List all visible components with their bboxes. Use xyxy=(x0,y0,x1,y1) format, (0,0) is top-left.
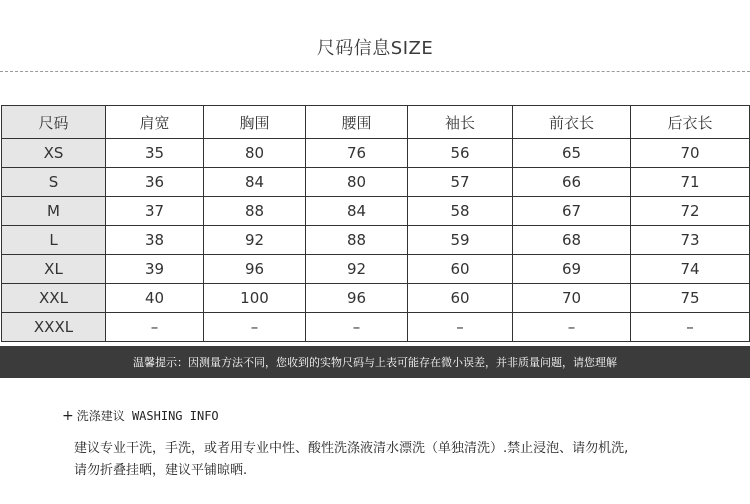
measurement-cell: 69 xyxy=(513,255,631,284)
size-label-cell: XS xyxy=(2,139,106,168)
measurement-cell: 56 xyxy=(408,139,513,168)
measurement-cell: – xyxy=(631,313,750,342)
plus-icon: + xyxy=(62,408,74,424)
measurement-cell: 80 xyxy=(306,168,408,197)
washing-text-line-2: 请勿折叠挂晒，建议平铺晾晒. xyxy=(74,463,248,478)
measurement-cell: 58 xyxy=(408,197,513,226)
washing-text-line-1: 建议专业干洗，手洗，或者用专业中性、酸性洗涤液清水漂洗（单独清洗）.禁止浸泡、请勿机洗, xyxy=(74,441,629,456)
measurement-cell: 60 xyxy=(408,284,513,313)
header-sleeve: 袖长 xyxy=(408,106,513,139)
measurement-cell: 57 xyxy=(408,168,513,197)
measurement-cell: 39 xyxy=(106,255,204,284)
measurement-cell: 70 xyxy=(631,139,750,168)
table-row xyxy=(2,255,750,284)
measurement-cell: 71 xyxy=(631,168,750,197)
table-header-row xyxy=(2,106,750,139)
measurement-cell: 37 xyxy=(106,197,204,226)
measurement-cell: – xyxy=(106,313,204,342)
measurement-cell: 100 xyxy=(204,284,306,313)
header-size: 尺码 xyxy=(2,106,106,139)
measurement-cell: 72 xyxy=(631,197,750,226)
measurement-cell: – xyxy=(408,313,513,342)
measurement-cell: 96 xyxy=(306,284,408,313)
dashed-divider xyxy=(0,71,750,72)
header-chest: 胸围 xyxy=(204,106,306,139)
page-title: 尺码信息SIZE xyxy=(316,38,434,59)
measurement-cell: 84 xyxy=(306,197,408,226)
measurement-cell: – xyxy=(306,313,408,342)
size-label-cell: L xyxy=(2,226,106,255)
table-row xyxy=(2,226,750,255)
size-label-cell: XXL xyxy=(2,284,106,313)
table-row xyxy=(2,139,750,168)
measurement-cell: 40 xyxy=(106,284,204,313)
measurement-cell: 84 xyxy=(204,168,306,197)
measurement-cell: 67 xyxy=(513,197,631,226)
measurement-cell: 88 xyxy=(306,226,408,255)
measurement-cell: 74 xyxy=(631,255,750,284)
header-waist: 腰围 xyxy=(306,106,408,139)
measurement-cell: 66 xyxy=(513,168,631,197)
measurement-cell: 59 xyxy=(408,226,513,255)
notice-banner: 温馨提示：因测量方法不同，您收到的实物尺码与上表可能存在微小误差，并非质量问题，请您理解 xyxy=(0,346,750,378)
measurement-cell: 73 xyxy=(631,226,750,255)
measurement-cell: 75 xyxy=(631,284,750,313)
washing-heading xyxy=(62,407,219,424)
measurement-cell: 65 xyxy=(513,139,631,168)
table-row xyxy=(2,284,750,313)
size-label-cell: S xyxy=(2,168,106,197)
washing-heading-text: 洗涤建议 WASHING INFO xyxy=(76,409,219,423)
header-front-length: 前衣长 xyxy=(513,106,631,139)
header-shoulder: 肩宽 xyxy=(106,106,204,139)
table-row xyxy=(2,313,750,342)
measurement-cell: 96 xyxy=(204,255,306,284)
table-row xyxy=(2,168,750,197)
measurement-cell: 70 xyxy=(513,284,631,313)
measurement-cell: 92 xyxy=(306,255,408,284)
size-table xyxy=(1,105,750,342)
measurement-cell: 88 xyxy=(204,197,306,226)
size-label-cell: XL xyxy=(2,255,106,284)
size-label-cell: XXXL xyxy=(2,313,106,342)
measurement-cell: 80 xyxy=(204,139,306,168)
measurement-cell: 38 xyxy=(106,226,204,255)
measurement-cell: 60 xyxy=(408,255,513,284)
measurement-cell: 35 xyxy=(106,139,204,168)
measurement-cell: 76 xyxy=(306,139,408,168)
measurement-cell: 36 xyxy=(106,168,204,197)
measurement-cell: 68 xyxy=(513,226,631,255)
size-label-cell: M xyxy=(2,197,106,226)
size-table-body xyxy=(2,139,750,342)
measurement-cell: – xyxy=(513,313,631,342)
header-back-length: 后衣长 xyxy=(631,106,750,139)
measurement-cell: – xyxy=(204,313,306,342)
measurement-cell: 92 xyxy=(204,226,306,255)
table-row xyxy=(2,197,750,226)
